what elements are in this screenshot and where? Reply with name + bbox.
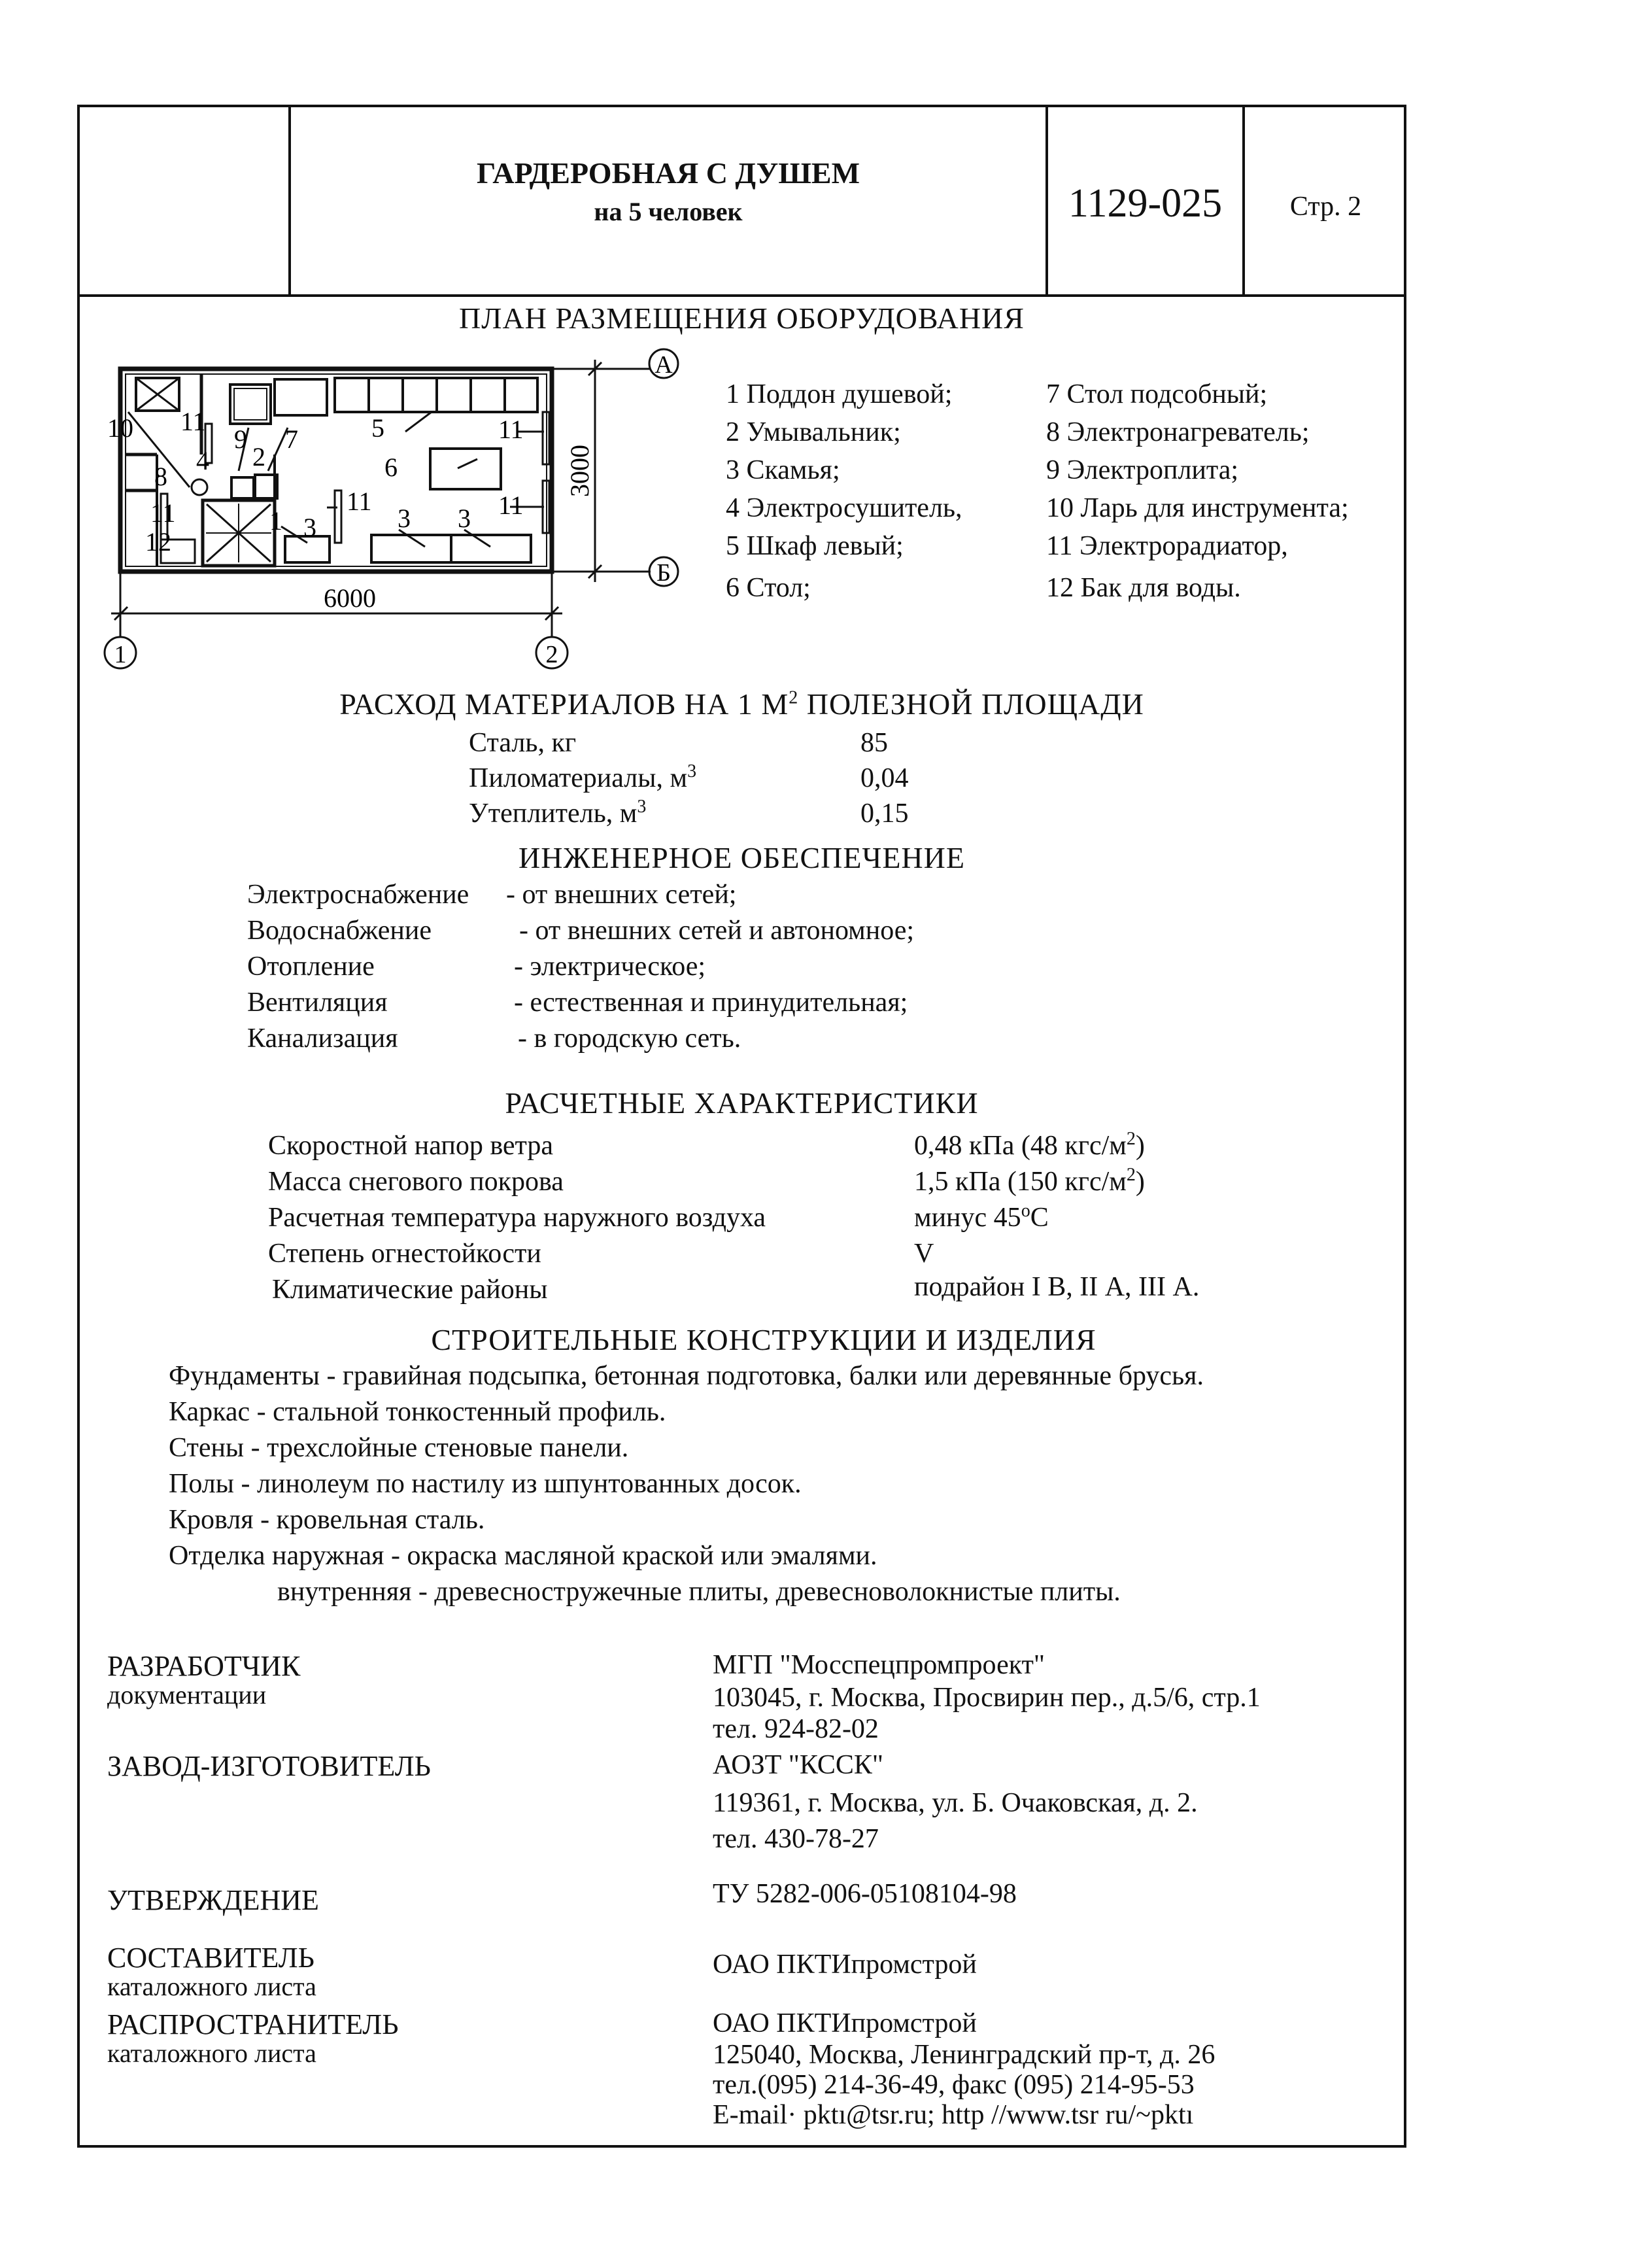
axis-label-2: 2 (545, 641, 558, 668)
construction-line: Фундаменты - гравийная подсыпка, бетонная подготовка, балки или деревянные брусья. (169, 1361, 1204, 1391)
design-label: Климатические районы (272, 1275, 548, 1305)
callout-5: 5 (371, 413, 384, 443)
legend-item: 10 Ларь для инструмента; (1046, 493, 1349, 523)
info-line: тел. 924-82-02 (713, 1714, 879, 1744)
legend-item: 12 Бак для воды. (1046, 573, 1241, 603)
engineering-value: - в городскую сеть. (518, 1023, 741, 1054)
info-label: ЗАВОД-ИЗГОТОВИТЕЛЬ (107, 1750, 431, 1782)
page-number: Стр. 2 (1289, 192, 1362, 222)
design-label: Скоростной напор ветра (268, 1131, 554, 1161)
design-value: подрайон I В, II А, III А. (914, 1272, 1200, 1302)
construction-line: Полы - линолеум по настилу из шпунтованных досок. (169, 1469, 802, 1499)
design-value: 0,48 кПа (48 кгс/$м^2$) (914, 1129, 1145, 1161)
construction-line: Каркас - стальной тонкостенный профиль. (169, 1397, 666, 1427)
info-sublabel: документации (107, 1680, 267, 1710)
callout-8: 8 (154, 462, 167, 491)
materials-value: 0,04 (860, 763, 909, 793)
legend-right (1046, 375, 1349, 607)
info-sublabel: каталожного листа (107, 1972, 316, 2001)
info-line: ОАО ПКТИпромстрой (713, 2008, 977, 2038)
engineering-value: - естественная и принудительная; (514, 988, 908, 1018)
axis-label-1: 1 (114, 641, 127, 668)
engineering-label: Вентиляция (247, 988, 388, 1018)
callout-3b: 3 (398, 504, 411, 533)
info-line: 125040, Москва, Ленинградский пр-т, д. 26 (713, 2040, 1216, 2070)
engineering-value: - от внешних сетей; (506, 880, 737, 910)
legend-item: 11 Электрорадиатор, (1046, 531, 1288, 561)
info-line: ОАО ПКТИпромстрой (713, 1950, 977, 1980)
plan-dim-width: 6000 (324, 583, 376, 613)
info-label: СОСТАВИТЕЛЬ (107, 1942, 314, 1974)
materials-row: Сталь, кг (469, 728, 577, 758)
construction-heading: СТРОИТЕЛЬНЫЕ КОНСТРУКЦИИ И ИЗДЕЛИЯ (431, 1323, 1096, 1356)
legend-item: 9 Электроплита; (1046, 455, 1239, 485)
callout-11: 11 (180, 407, 206, 436)
callout-3c: 3 (458, 504, 471, 533)
design-value: 1,5 кПа (150 кгс/$м^2$) (914, 1165, 1145, 1197)
info-line: E-mail· pktı@tsr.ru; http //www.tsr ru/~pktı (713, 2100, 1194, 2130)
engineering-label: Канализация (247, 1023, 398, 1054)
callout-12: 12 (145, 527, 171, 557)
info-line: ТУ 5282-006-05108104-98 (713, 1879, 1017, 1909)
info-label: УТВЕРЖДЕНИЕ (107, 1884, 319, 1916)
materials-row: Пиломатериалы, $м^3$ (469, 761, 697, 793)
design-value: минус $45^оС$ (914, 1201, 1049, 1233)
legend-left (726, 375, 962, 607)
axis-label-a: A (654, 351, 673, 379)
engineering-label: Электроснабжение (247, 880, 469, 910)
callout-11b: 11 (150, 498, 176, 528)
info-line: тел. 430-78-27 (713, 1824, 879, 1854)
engineering-heading: ИНЖЕНЕРНОЕ ОБЕСПЕЧЕНИЕ (518, 841, 965, 874)
axis-label-b: Б (656, 559, 671, 587)
callout-7: 7 (285, 424, 298, 454)
engineering-label: Водоснабжение (247, 916, 432, 946)
design-value: V (914, 1239, 934, 1269)
legend-item: 6 Стол; (726, 573, 811, 603)
construction-line: Кровля - кровельная сталь. (169, 1505, 485, 1535)
engineering-value: - электрическое; (514, 952, 706, 982)
callout-11c: 11 (347, 487, 372, 516)
header-divider (77, 294, 1406, 297)
materials-value: 0,15 (860, 799, 909, 829)
callout-11e: 11 (498, 490, 524, 520)
callout-10: 10 (107, 413, 133, 443)
legend-item: 7 Стол подсобный; (1046, 379, 1268, 409)
info-line: МГП "Мосспецпромпроект" (713, 1650, 1046, 1680)
legend-item: 8 Электронагреватель; (1046, 417, 1310, 447)
floor-plan (92, 340, 706, 680)
materials-row: Утеплитель, $м^3$ (469, 797, 647, 829)
callout-3a: 3 (303, 513, 316, 542)
info-sublabel: каталожного листа (107, 2038, 316, 2068)
info-line: АОЗТ "КССК" (713, 1750, 884, 1780)
info-label: РАЗРАБОТЧИК (107, 1650, 301, 1682)
legend-item: 4 Электросушитель, (726, 493, 962, 523)
legend-item: 3 Скамья; (726, 455, 840, 485)
design-label: Степень огнестойкости (268, 1239, 541, 1269)
document-subtitle: на 5 человек (594, 197, 743, 226)
legend-item: 5 Шкаф левый; (726, 531, 904, 561)
plan-heading: ПЛАН РАЗМЕЩЕНИЯ ОБОРУДОВАНИЯ (459, 301, 1025, 335)
engineering-label: Отопление (247, 952, 375, 982)
engineering-value: - от внешних сетей и автономное; (519, 916, 915, 946)
callout-9: 9 (234, 424, 247, 454)
info-line: 119361, г. Москва, ул. Б. Очаковская, д. 2. (713, 1788, 1198, 1818)
callout-2: 2 (252, 442, 265, 472)
callout-11d: 11 (498, 415, 524, 444)
design-label: Расчетная температура наружного воздуха (268, 1203, 766, 1233)
info-label: РАСПРОСТРАНИТЕЛЬ (107, 2008, 399, 2040)
construction-line: Отделка наружная - окраска масляной краской или эмалями. (169, 1541, 877, 1571)
plan-dim-height: 3000 (565, 445, 594, 497)
design-heading: РАСЧЕТНЫЕ ХАРАКТЕРИСТИКИ (505, 1086, 979, 1120)
document-title: ГАРДЕРОБНАЯ С ДУШЕМ (476, 156, 860, 190)
legend-item: 1 Поддон душевой; (726, 379, 953, 409)
design-label: Масса снегового покрова (268, 1167, 564, 1197)
info-line: тел.(095) 214-36-49, факс (095) 214-95-53 (713, 2070, 1195, 2100)
materials-value: 85 (860, 728, 888, 758)
legend-item: 2 Умывальник; (726, 417, 901, 447)
callout-1: 1 (269, 506, 282, 536)
document-code: 1129-025 (1068, 181, 1223, 226)
construction-line: внутренняя - древесностружечные плиты, древесноволокнистые плиты. (277, 1577, 1121, 1607)
materials-heading: РАСХОД МАТЕРИАЛОВ НА 1 $М^2$ ПОЛЕЗНОЙ ПЛОЩАДИ (339, 687, 1144, 721)
construction-line: Стены - трехслойные стеновые панели. (169, 1433, 629, 1463)
callout-4: 4 (196, 446, 209, 475)
info-line: 103045, г. Москва, Просвирин пер., д.5/6, стр.1 (713, 1683, 1261, 1713)
callout-6: 6 (384, 453, 398, 482)
